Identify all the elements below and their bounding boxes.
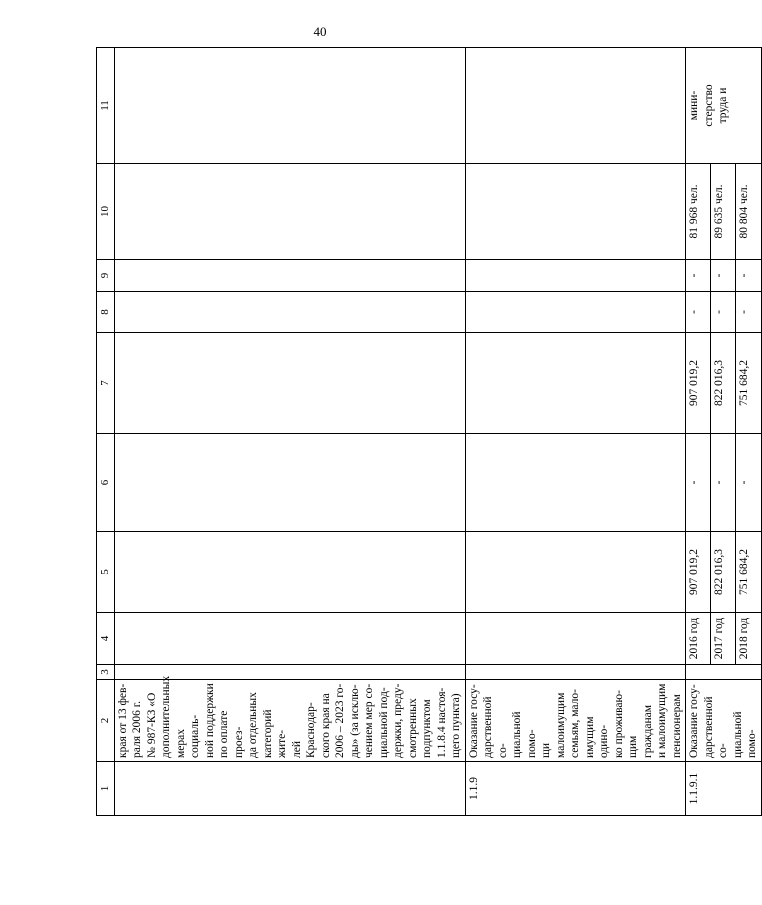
year-cell: 2016 год: [686, 613, 711, 665]
amount-cell: 751 684,2: [736, 532, 761, 613]
column-header: 6: [97, 434, 115, 532]
people-count-cell: 89 635 чел.: [711, 164, 736, 260]
amount-cell: 907 019,2: [686, 333, 711, 434]
amount-cell: -: [711, 434, 736, 532]
year-cell: 2017 год: [711, 613, 736, 665]
column-header: 5: [97, 532, 115, 613]
amount-cell: -: [711, 292, 736, 333]
column-header: 10: [97, 164, 115, 260]
rotated-table-container: [96, 48, 758, 816]
column-header-row: [97, 48, 115, 816]
item-number: 1.1.9: [465, 762, 686, 816]
column-header: 3: [97, 665, 115, 680]
amount-cell: 822 016,3: [711, 333, 736, 434]
year-cell: 2018 год: [736, 613, 761, 665]
column-header: 9: [97, 260, 115, 292]
item-description: края от 13 фев- раля 2006 г. № 987-КЗ «О дополнительных мерах социаль- ной поддержки по оплате проез- да отдельных категорий жите- лей Краснодар- ского края на 2006 – 2023 го- ды» (за исклю- чением мер со- циальной под- держки, преду- смотренных подпунктом 1.1.8.4 настоя- щего пункта): [114, 680, 465, 762]
amount-cell: 907 019,2: [686, 532, 711, 613]
column-header: 1: [97, 762, 115, 816]
amount-cell: -: [736, 434, 761, 532]
people-count-cell: 81 968 чел.: [686, 164, 711, 260]
subitem-row: [686, 48, 711, 816]
people-count-cell: 80 804 чел.: [736, 164, 761, 260]
executor-cell: мини- стерство труда и: [686, 48, 762, 164]
amount-cell: -: [736, 260, 761, 292]
item-description: Оказание госу- дарственной со- циальной помо- щи малоимущим семьям, мало- имущим одино- ко проживаю- щим гражданам и малоимущим пенсионерам: [465, 680, 686, 762]
column-header: 4: [97, 613, 115, 665]
page-number: 40: [313, 24, 327, 39]
continuation-row: [114, 48, 465, 816]
amount-cell: 822 016,3: [711, 532, 736, 613]
budget-table: [96, 47, 762, 816]
amount-cell: -: [686, 292, 711, 333]
amount-cell: -: [686, 260, 711, 292]
amount-cell: -: [736, 292, 761, 333]
amount-cell: 751 684,2: [736, 333, 761, 434]
amount-cell: -: [686, 434, 711, 532]
item-row: [465, 48, 686, 816]
column-header: 11: [97, 48, 115, 164]
column-header: 7: [97, 333, 115, 434]
column-header: 8: [97, 292, 115, 333]
item-number: 1.1.9.1: [686, 762, 762, 816]
amount-cell: -: [711, 260, 736, 292]
column-header: 2: [97, 680, 115, 762]
item-description: Оказание госу- дарственной со- циальной помо-: [686, 680, 762, 762]
